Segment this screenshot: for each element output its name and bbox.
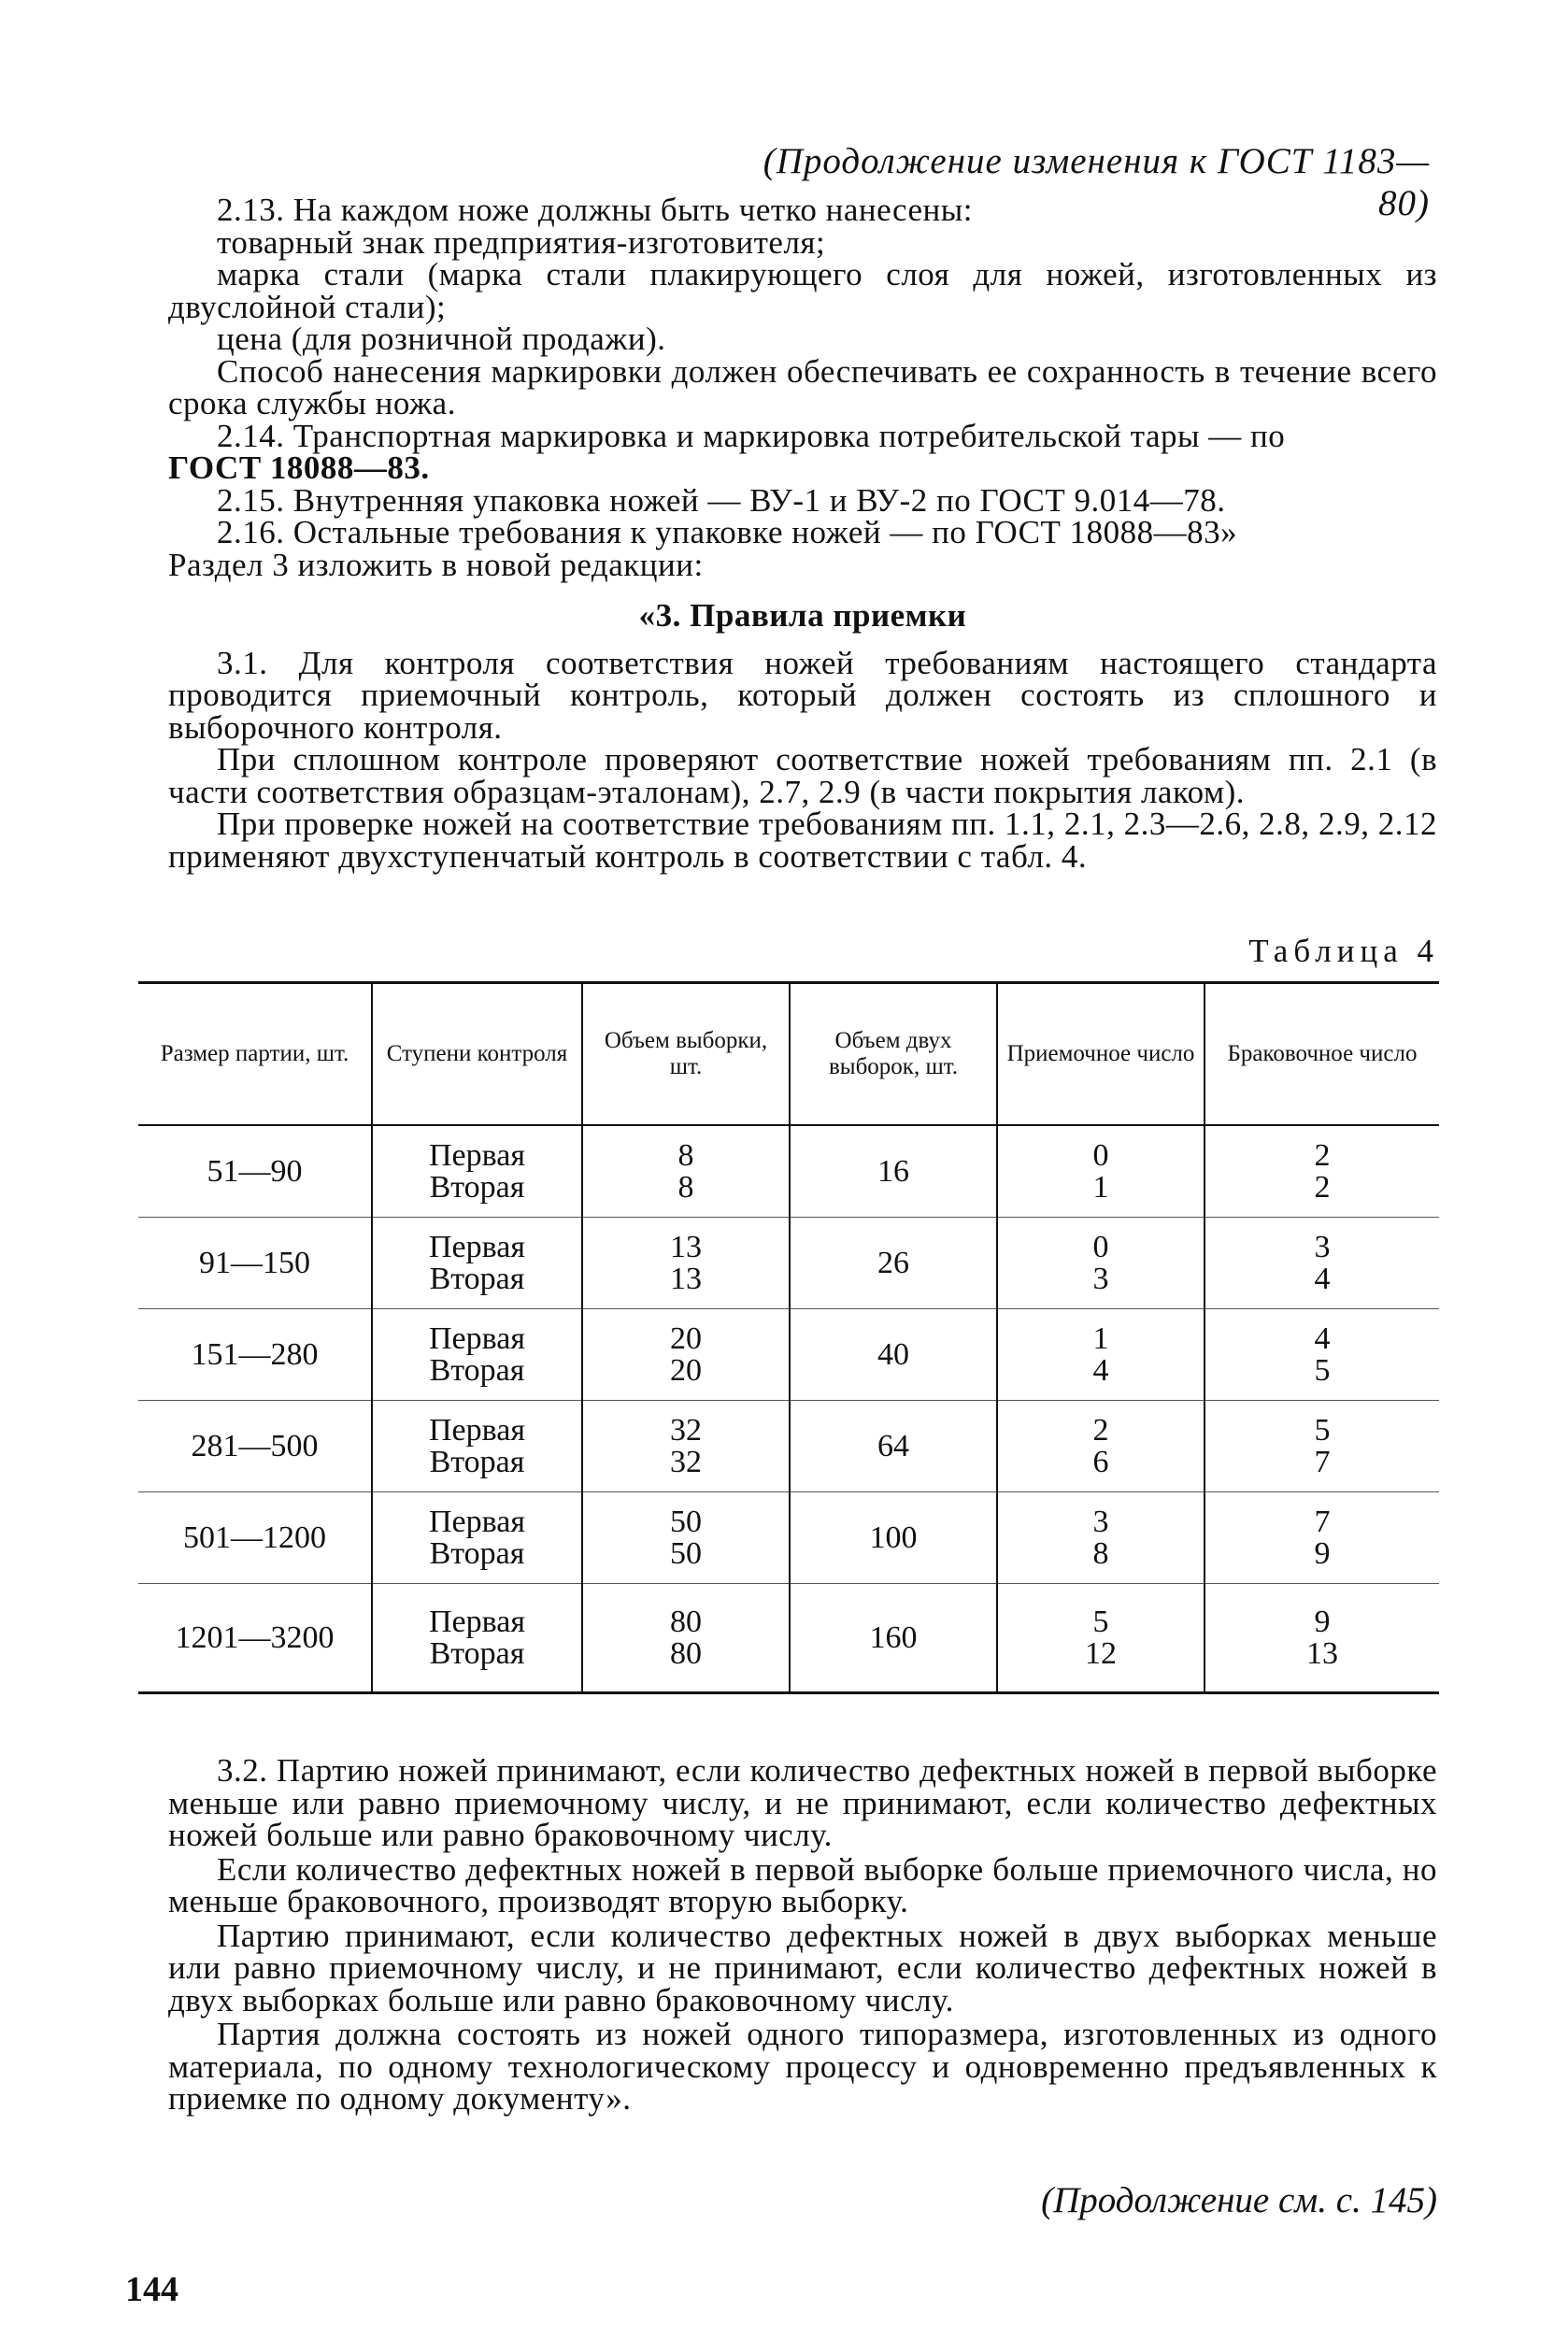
paragraph-3-2: 3.2. Партию ножей принимают, если количество дефектных ножей в первой выборке меньше или равно приемочному числу, и не принимают, если количество дефектных ножей больше или равно браковочному числу. <box>168 1752 1437 1853</box>
cell-batch-size <box>138 1125 372 1218</box>
cell-control-stages-value: Первая <box>429 1504 525 1539</box>
cell-sample-size-value: 8 <box>677 1137 694 1173</box>
header-acceptance-number: Приемочное число <box>997 983 1205 1126</box>
paragraph-trademark: товарный знак предприятия-изготовителя; <box>217 223 826 261</box>
header-control-stages: Ступени контроля <box>372 983 582 1126</box>
cell-two-samples-size-value: 40 <box>877 1336 909 1372</box>
cell-rejection-number-value: 9 <box>1314 1535 1331 1571</box>
cell-rejection-number-value: 7 <box>1314 1504 1331 1539</box>
cell-sample-size-value: 13 <box>670 1261 702 1296</box>
cell-sample-size-value: 50 <box>670 1535 702 1571</box>
cell-batch-size-value: 91—150 <box>199 1245 310 1280</box>
cell-acceptance-number <box>997 1584 1205 1693</box>
cell-acceptance-number-value: 1 <box>1092 1169 1109 1205</box>
cell-sample-size <box>582 1309 790 1401</box>
cell-sample-size-value: 32 <box>670 1412 702 1448</box>
cell-rejection-number <box>1205 1401 1439 1492</box>
cell-control-stages-value: Первая <box>429 1229 525 1264</box>
paragraph-two-stage-control: При проверке ножей на соответствие требованиям пп. 1.1, 2.1, 2.3—2.6, 2.8, 2.9, 2.12 применяют двухступенчатый контроль в соответствии с табл. 4. <box>168 806 1437 875</box>
cell-rejection-number-value: 4 <box>1314 1261 1331 1296</box>
cell-acceptance-number-value: 0 <box>1092 1229 1109 1264</box>
cell-control-stages <box>372 1218 582 1309</box>
cell-sample-size <box>582 1584 790 1693</box>
paragraph-2-14: 2.14. Транспортная маркировка и маркировка потребительской тары — по <box>217 417 1286 454</box>
cell-sample-size-value: 20 <box>670 1352 702 1388</box>
cell-control-stages-value: Вторая <box>429 1635 525 1671</box>
cell-rejection-number-value: 2 <box>1314 1137 1331 1173</box>
cell-acceptance-number <box>997 1125 1205 1218</box>
body-text <box>168 194 1437 873</box>
cell-rejection-number <box>1205 1125 1439 1218</box>
cell-acceptance-number-value: 6 <box>1092 1444 1109 1479</box>
cell-batch-size-value: 1201—3200 <box>175 1619 335 1655</box>
cell-batch-size-value: 501—1200 <box>183 1520 326 1555</box>
cell-rejection-number <box>1205 1309 1439 1401</box>
header-rejection-number: Браковочное число <box>1205 983 1439 1126</box>
cell-batch-size <box>138 1584 372 1693</box>
table-row <box>138 1492 1439 1584</box>
cell-acceptance-number-value: 8 <box>1092 1535 1109 1571</box>
cell-acceptance-number-value: 0 <box>1092 1137 1109 1173</box>
cell-two-samples-size <box>790 1218 997 1309</box>
table-label: Таблица 4 <box>1248 933 1439 969</box>
cell-control-stages <box>372 1492 582 1584</box>
cell-acceptance-number-value: 1 <box>1092 1320 1109 1356</box>
paragraph-2-15: 2.15. Внутренняя упаковка ножей — ВУ-1 и ВУ-2 по ГОСТ 9.014—78. <box>217 481 1226 519</box>
cell-rejection-number <box>1205 1218 1439 1309</box>
table-row <box>138 1309 1439 1401</box>
cell-control-stages <box>372 1309 582 1401</box>
cell-rejection-number-value: 2 <box>1314 1169 1331 1205</box>
header-continuation: (Продолжение изменения к ГОСТ 1183—80) <box>763 141 1430 223</box>
cell-batch-size-value: 151—280 <box>191 1336 319 1372</box>
cell-acceptance-number-value: 12 <box>1085 1635 1117 1671</box>
cell-rejection-number <box>1205 1492 1439 1584</box>
header-batch-size: Размер партии, шт. <box>138 983 372 1126</box>
cell-control-stages-value: Вторая <box>429 1444 525 1479</box>
cell-two-samples-size <box>790 1492 997 1584</box>
paragraph-2-13: 2.13. На каждом ноже должны быть четко нанесены: <box>217 192 974 228</box>
cell-control-stages-value: Вторая <box>429 1169 525 1205</box>
paragraph-second-sample: Если количество дефектных ножей в первой выборке больше приемочного числа, но меньше браковочного, производят вторую выборку. <box>168 1850 1437 1919</box>
cell-sample-size-value: 80 <box>670 1635 702 1671</box>
paragraph-section-3-note: Раздел 3 изложить в новой редакции: <box>168 546 704 583</box>
cell-sample-size-value: 13 <box>670 1229 702 1264</box>
cell-sample-size-value: 80 <box>670 1604 702 1639</box>
cell-two-samples-size-value: 100 <box>869 1520 918 1555</box>
cell-rejection-number-value: 7 <box>1314 1444 1331 1479</box>
cell-acceptance-number-value: 5 <box>1092 1604 1109 1639</box>
cell-batch-size <box>138 1492 372 1584</box>
cell-control-stages-value: Первая <box>429 1412 525 1448</box>
paragraph-3-1: 3.1. Для контроля соответствия ножей требованиям настоящего стандарта проводится приемочный контроль, который должен состоять из сплошного и выборочного контроля. <box>168 644 1437 746</box>
cell-acceptance-number <box>997 1218 1205 1309</box>
cell-sample-size-value: 50 <box>670 1504 702 1539</box>
cell-batch-size <box>138 1401 372 1492</box>
cell-control-stages <box>372 1584 582 1693</box>
table-row <box>138 1584 1439 1693</box>
cell-acceptance-number <box>997 1309 1205 1401</box>
cell-sample-size <box>582 1125 790 1218</box>
cell-batch-size <box>138 1218 372 1309</box>
cell-two-samples-size <box>790 1401 997 1492</box>
cell-control-stages-value: Вторая <box>429 1352 525 1388</box>
header-sample-size: Объем выборки, шт. <box>582 983 790 1126</box>
footer-continuation: (Продолжение см. с. 145) <box>1041 2180 1437 2220</box>
cell-rejection-number-value: 3 <box>1314 1229 1331 1264</box>
cell-rejection-number-value: 5 <box>1314 1412 1331 1448</box>
cell-acceptance-number-value: 3 <box>1092 1504 1109 1539</box>
cell-sample-size <box>582 1218 790 1309</box>
cell-control-stages-value: Первая <box>429 1604 525 1639</box>
cell-sample-size <box>582 1401 790 1492</box>
cell-sample-size-value: 32 <box>670 1444 702 1479</box>
paragraph-two-samples-accept: Партию принимают, если количество дефектных ножей в двух выборках меньше или равно приемочному числу, и не принимают, если количество дефектных ножей в двух выборках больше или равно браковочному числу. <box>168 1917 1437 2019</box>
cell-rejection-number-value: 4 <box>1314 1320 1331 1356</box>
cell-two-samples-size <box>790 1584 997 1693</box>
cell-rejection-number-value: 13 <box>1306 1635 1338 1671</box>
section-title: «3. Правила приемки <box>638 597 967 634</box>
cell-rejection-number <box>1205 1584 1439 1693</box>
header-two-samples-size: Объем двух выборок, шт. <box>790 983 997 1126</box>
after-table-text <box>168 1752 1437 2118</box>
paragraph-full-control: При сплошном контроле проверяют соответствие ножей требованиям пп. 2.1 (в части соответствия образцам-эталонам), 2.7, 2.9 (в части покрытия лаком). <box>168 741 1437 810</box>
cell-acceptance-number-value: 2 <box>1092 1412 1109 1448</box>
table-row <box>138 1125 1439 1218</box>
paragraph-price: цена (для розничной продажи). <box>217 321 666 357</box>
cell-rejection-number-value: 9 <box>1314 1604 1331 1639</box>
cell-control-stages <box>372 1401 582 1492</box>
cell-two-samples-size-value: 160 <box>869 1619 918 1655</box>
table-4 <box>138 981 1439 1694</box>
cell-acceptance-number-value: 4 <box>1092 1352 1109 1388</box>
paragraph-marking-method: Способ нанесения маркировки должен обеспечивать ее сохранность в течение всего срока службы ножа. <box>168 352 1437 421</box>
paragraph-steel-grade: марка стали (марка стали плакирующего слоя для ножей, изготовленных из двуслойной стали); <box>168 256 1437 325</box>
cell-two-samples-size-value: 26 <box>877 1245 909 1280</box>
cell-two-samples-size <box>790 1125 997 1218</box>
cell-acceptance-number <box>997 1401 1205 1492</box>
cell-sample-size-value: 20 <box>670 1320 702 1356</box>
cell-batch-size-value: 51—90 <box>207 1153 303 1189</box>
table-row <box>138 1218 1439 1309</box>
cell-control-stages-value: Первая <box>429 1137 525 1173</box>
cell-control-stages <box>372 1125 582 1218</box>
cell-acceptance-number-value: 3 <box>1092 1261 1109 1296</box>
cell-control-stages-value: Вторая <box>429 1535 525 1571</box>
cell-two-samples-size-value: 64 <box>877 1428 909 1463</box>
cell-two-samples-size <box>790 1309 997 1401</box>
cell-rejection-number-value: 5 <box>1314 1352 1331 1388</box>
cell-batch-size <box>138 1309 372 1401</box>
cell-control-stages-value: Первая <box>429 1320 525 1356</box>
cell-sample-size-value: 8 <box>677 1169 694 1205</box>
paragraph-batch-composition: Партия должна состоять из ножей одного типоразмера, изготовленных из одного материала, по одному технологическому процессу и одновременно предъявленных к приемке по одному документу». <box>168 2016 1437 2117</box>
cell-two-samples-size-value: 16 <box>877 1153 909 1189</box>
table-row <box>138 1401 1439 1492</box>
paragraph-2-16: 2.16. Остальные требования к упаковке ножей — по ГОСТ 18088—83» <box>217 514 1238 550</box>
cell-control-stages-value: Вторая <box>429 1261 525 1296</box>
cell-sample-size <box>582 1492 790 1584</box>
table-header-row <box>138 983 1439 1126</box>
cell-batch-size-value: 281—500 <box>191 1428 319 1463</box>
cell-acceptance-number <box>997 1492 1205 1584</box>
page-number: 144 <box>125 2270 178 2309</box>
paragraph-2-14-gost: ГОСТ 18088—83. <box>168 449 430 486</box>
